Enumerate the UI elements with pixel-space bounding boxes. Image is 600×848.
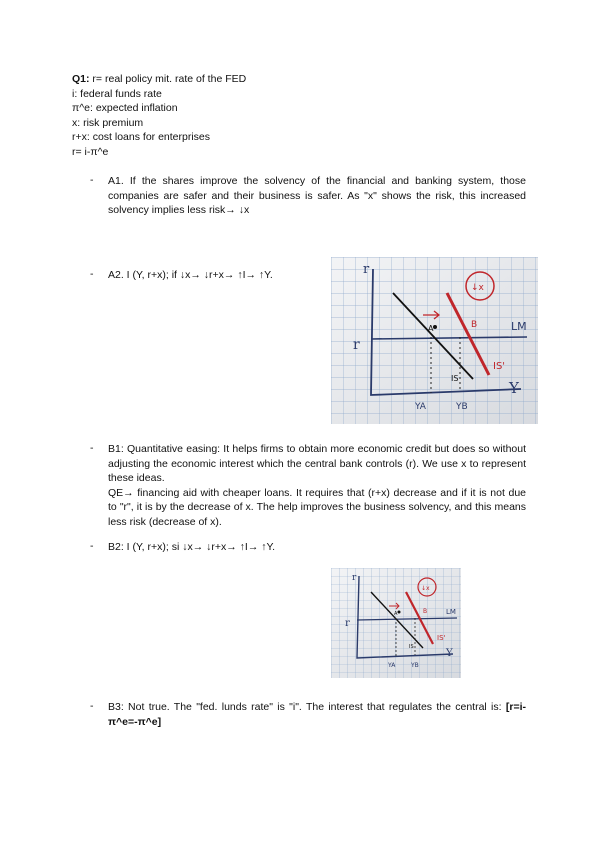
- point-a-label: A: [394, 611, 398, 617]
- r-bar-label: r: [345, 618, 350, 629]
- answer-b1-paragraph-2: QE→ financing aid with cheaper loans. It requires that (r+x) decrease and if it is not due to "r", it is by the decrease of x. The help improves the business solvency, and this means less risk (decrease of x).: [108, 486, 526, 528]
- answer-b3: [108, 700, 526, 729]
- q1-title-line: [72, 72, 246, 87]
- answer-b3-text: B3: Not true. The "fed. lunds rate" is "i". The interest that regulates the central is:: [108, 701, 506, 713]
- definition-line: x: risk premium: [72, 116, 144, 129]
- islm-graph-photo-a2: [331, 257, 538, 424]
- bullet-dash: -: [90, 268, 94, 280]
- point-b-label: B: [423, 608, 428, 615]
- b3-formula: [r=i-π^e=-π^e]: [108, 701, 526, 728]
- answer-a2: A2. I (Y, r+x); if ↓x→ ↓r+x→ ↑I→ ↑Y.: [108, 269, 273, 281]
- y-axis-label: r: [352, 573, 357, 583]
- lm-label: LM: [511, 320, 527, 333]
- question-header: [72, 72, 246, 160]
- lm-label: LM: [446, 608, 456, 616]
- definition-line: r+x: cost loans for enterprises: [72, 131, 211, 144]
- y-axis-label: r: [363, 262, 370, 277]
- yb-label: YB: [411, 662, 419, 669]
- definition-line: r= i-π^e: [72, 145, 109, 158]
- r-bar-label: r: [353, 337, 360, 353]
- shift-label: ↓x: [421, 585, 430, 592]
- answer-b1-paragraph-1: B1: Quantitative easing: It helps firms to obtain more economic credit but does so without adjusting the economic interest which the central bank controls (r). We use x to represent these ideas.: [108, 443, 526, 485]
- is-prime-label: IS': [493, 361, 506, 372]
- point-a-label: A: [428, 324, 434, 333]
- answer-b1: [108, 442, 526, 530]
- bullet-dash: -: [90, 174, 94, 186]
- is-prime-label: IS': [437, 634, 446, 642]
- answer-b2: B2: I (Y, r+x); si ↓x→ ↓r+x→ ↑I→ ↑Y.: [108, 541, 276, 553]
- ya-label: YA: [415, 402, 426, 412]
- q1-first-line: r= real policy mit. rate of the FED: [89, 73, 247, 85]
- x-axis-label: Y: [509, 379, 519, 397]
- islm-graph-photo-b2: [331, 568, 461, 678]
- is-label: IS: [409, 644, 414, 650]
- definition-line: i: federal funds rate: [72, 87, 162, 100]
- bullet-dash: -: [90, 700, 94, 712]
- bullet-dash: -: [90, 442, 94, 454]
- answer-a1: A1. If the shares improve the solvency of the financial and banking system, those companies are safer and their business is safer. As "x" shows the risk, this increased solvency implies less risk→ ↓x: [108, 175, 526, 217]
- x-axis-label: Y: [446, 648, 453, 659]
- q1-label: Q1:: [72, 73, 90, 85]
- shift-label: ↓x: [471, 283, 484, 293]
- point-b-label: B: [471, 320, 478, 330]
- bullet-dash: -: [90, 540, 94, 552]
- ya-label: YA: [388, 662, 396, 669]
- yb-label: YB: [456, 402, 468, 412]
- is-label: IS: [451, 374, 459, 383]
- definition-line: π^e: expected inflation: [72, 102, 178, 115]
